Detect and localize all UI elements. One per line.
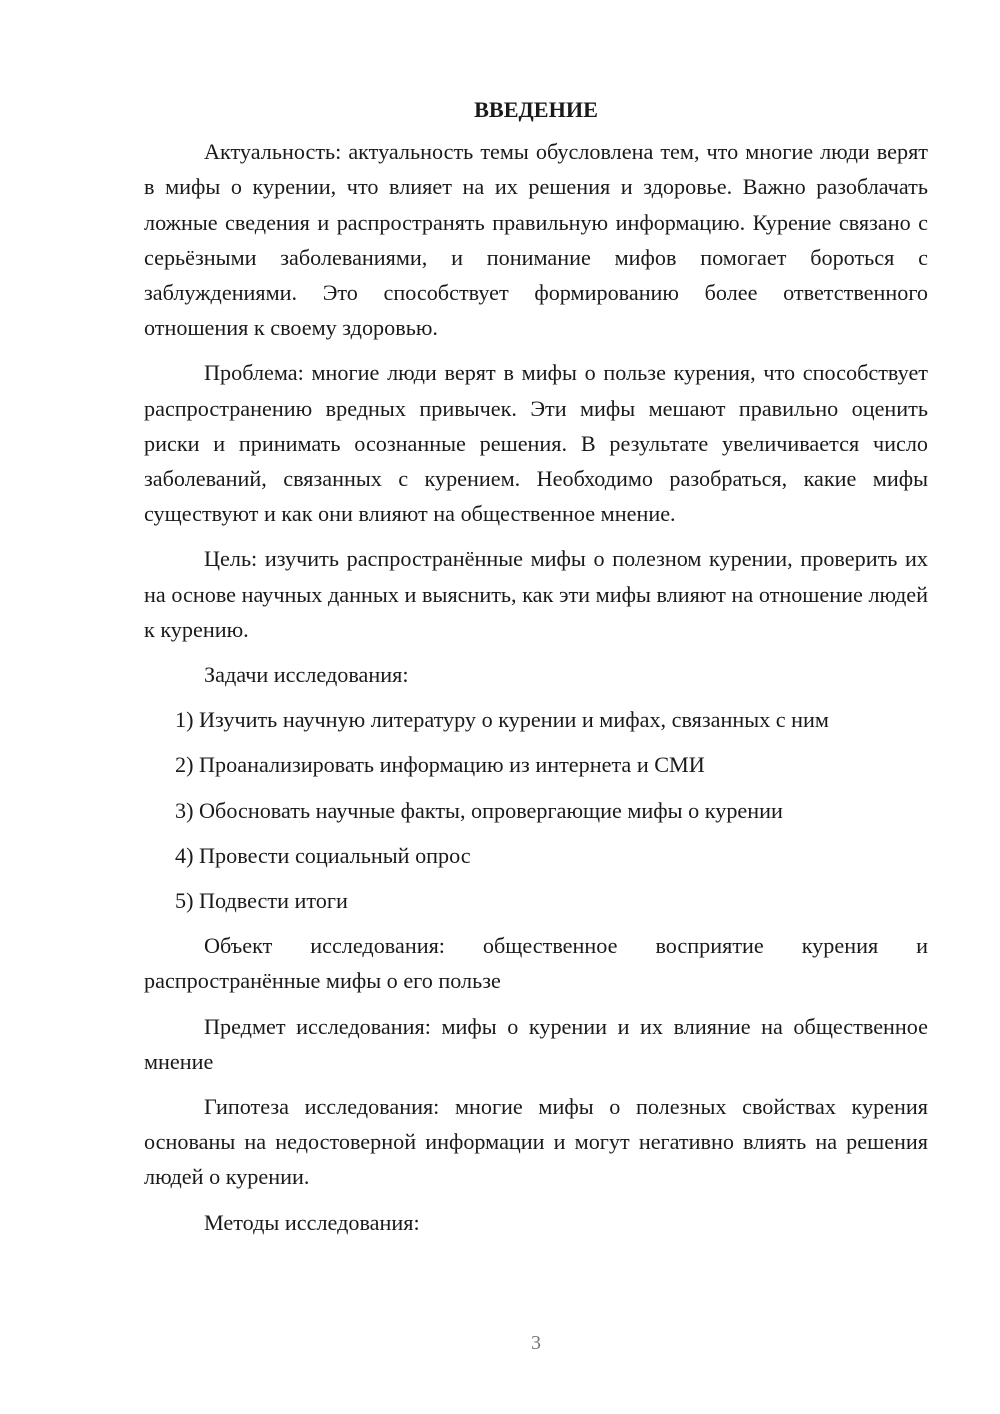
task-item: 5) Подвести итоги [175, 888, 348, 914]
task-item: 1) Изучить научную литературу о курении и мифах, связанных с ним [175, 707, 829, 733]
page-number: 3 [531, 1332, 541, 1354]
relevance-paragraph: Актуальность: актуальность темы обусловлена тем, что многие люди верят в мифы о курении, что влияет на их решения и здоровье. Важно разоблачать ложные сведения и распространять правильную информацию. Курение связано с серьёзными заболеваниями, и понимание мифов помогает бороться с заблуждениями. Это способствует формированию более ответственного отношения к своему здоровью. [144, 139, 928, 341]
task-item: 4) Провести социальный опрос [175, 842, 471, 868]
methods-label: Методы исследования: [204, 1209, 420, 1235]
object-paragraph: Объект исследования: общественное восприятие курения и распространённые мифы о его пользе [144, 933, 928, 994]
tasks-label: Задачи исследования: [204, 662, 409, 688]
problem-paragraph: Проблема: многие люди верят в мифы о пользе курения, что способствует распространению вредных привычек. Эти мифы мешают правильно оценить риски и принимать осознанные решения. В результате увеличивается число заболеваний, связанных с курением. Необходимо разобраться, какие мифы существуют и как они влияют на общественное мнение. [144, 360, 928, 527]
subject-paragraph: Предмет исследования: мифы о курении и их влияние на общественное мнение [144, 1013, 928, 1074]
hypothesis-paragraph: Гипотеза исследования: многие мифы о полезных свойствах курения основаны на недостоверной информации и могут негативно влиять на решения людей о курении. [144, 1094, 928, 1190]
document-page [144, 92, 928, 1250]
goal-paragraph: Цель: изучить распространённые мифы о полезном курении, проверить их на основе научных данных и выяснить, как эти мифы влияют на отношение людей к курению. [144, 546, 928, 642]
task-item: 3) Обосновать научные факты, опровергающие мифы о курении [175, 797, 783, 823]
section-heading: ВВЕДЕНИЕ [474, 97, 598, 122]
task-item: 2) Проанализировать информацию из интернета и СМИ [175, 752, 705, 778]
